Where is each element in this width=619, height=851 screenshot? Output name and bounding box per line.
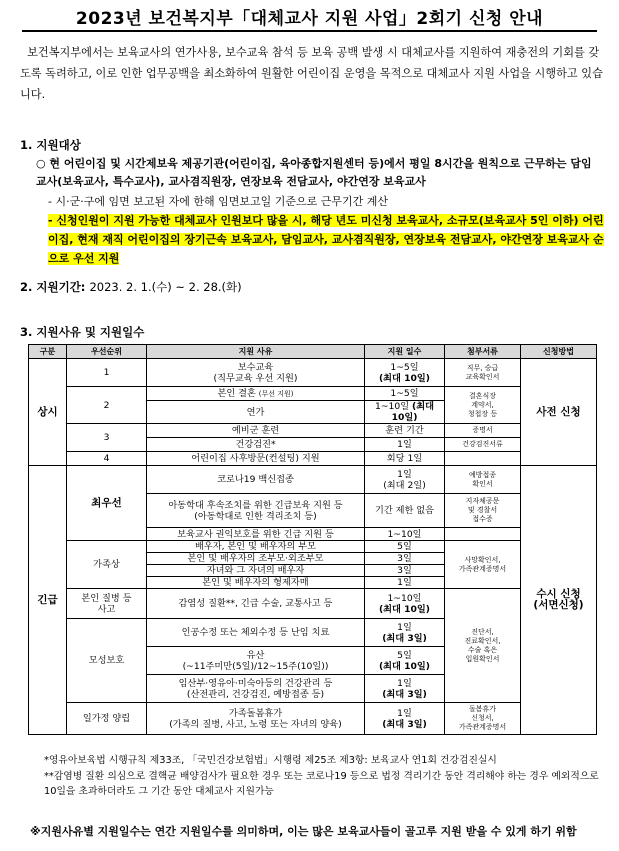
days-cell: 1~10일 <box>365 528 445 541</box>
days-cell <box>365 359 445 387</box>
section1-target: ○ 현 어린이집 및 시간제보육 제공기관(어린이집, 육아종합지원센터 등)에서 평일 8시간을 원칙으로 근무하는 담임교사(보육교사, 특수교사), 교사겸직원장, 연장보육 전담교사, 야간연장 보육교사 <box>36 157 592 188</box>
category-regular: 상시 <box>29 359 67 466</box>
docs-cell: 결혼식장 계약서, 청첩장 등 <box>445 387 521 424</box>
days-cell <box>365 703 445 735</box>
footnote-1: *영유아보육법 시행규칙 제33조, 「국민건강보험법」시행령 제25조 제3항: 보육교사 연1회 건강검진실시 <box>44 755 497 766</box>
days-value: 1~10일 <box>375 401 410 412</box>
reason-marriage: 본인 결혼 <box>217 388 256 399</box>
header-method: 신청방법 <box>521 345 597 359</box>
header-reason: 지원 사유 <box>147 345 365 359</box>
days-value: 1~5일 <box>390 361 419 373</box>
days-max: (최대 10일) <box>378 660 430 672</box>
reason-cell: 감염성 질환**, 긴급 수술, 교통사고 등 <box>147 589 365 619</box>
reason-cell: 인공수정 또는 체외수정 등 난임 치료 <box>147 619 365 647</box>
priority-highlight: - 신청인원이 지원 가능한 대체교사 인원보다 많을 시, 해당 년도 미신청 보육교사, 소규모(보육교사 5인 이하) 어린이집, 현재 재직 어린이집의 장기근속 보육교사, 담임교사, 교사겸직원장, 연장보육 전담교사, 야간연장 보육교사 순으로 우선 지원 <box>48 214 604 265</box>
category-urgent: 긴급 <box>29 466 67 735</box>
section2-heading: 2. 지원기간: <box>20 280 86 294</box>
docs-cell: 돌봄휴가 신청서, 가족관계증명서 <box>445 703 521 735</box>
days-cell <box>365 401 445 424</box>
priority-maternity: 모성보호 <box>67 619 147 703</box>
days-cell <box>365 387 445 401</box>
days-max: (최대 10일) <box>378 603 430 615</box>
section1-bullet2 <box>48 211 608 268</box>
days-cell: 훈련 기간 <box>365 424 445 438</box>
page-title: 2023년 보건복지부「대체교사 지원 사업」2회기 신청 안내 <box>75 9 544 29</box>
table-row <box>29 424 597 438</box>
priority-cell: 2 <box>67 387 147 424</box>
days-max: (최대 3일) <box>382 718 427 730</box>
days-cell: 3일 <box>365 565 445 577</box>
docs-cell: 사망확인서, 가족관계증명서 <box>445 541 521 589</box>
header-docs: 첨부서류 <box>445 345 521 359</box>
priority-cell: 3 <box>67 424 147 452</box>
reason-cell: 아동학대 후속조치를 위한 긴급보육 지원 등 (아동학대로 인한 격리조치 등) <box>147 494 365 528</box>
section2 <box>20 279 242 295</box>
days-cell <box>365 589 445 619</box>
reason-cell: 보수교육 (직무교육 우선 지원) <box>147 359 365 387</box>
days-cell: 1일 (최대 2일) <box>365 466 445 494</box>
table-row <box>29 466 597 494</box>
table-row <box>29 452 597 466</box>
days-cell: 5일 <box>365 541 445 553</box>
table-row <box>29 589 597 619</box>
days-value: 1~10일 <box>387 592 422 604</box>
priority-family: 가족상 <box>67 541 147 589</box>
reason-cell: 어린이집 사후방문(컨설팅) 지원 <box>147 452 365 466</box>
days-cell: 회당 1일 <box>365 452 445 466</box>
days-max: (최대 3일) <box>382 688 427 700</box>
days-cell <box>365 675 445 703</box>
section2-period: 2023. 2. 1.(수) ~ 2. 28.(화) <box>89 280 242 294</box>
method-urgent: 수시 신청 (서면신청) <box>521 466 597 735</box>
header-category: 구분 <box>29 345 67 359</box>
section3-heading: 3. 지원사유 및 지원일수 <box>20 325 145 339</box>
days-max: (최대 10일) <box>391 401 434 423</box>
reason-cell: 유산 (~11주미만(5일)/12~15주(10일)) <box>147 647 365 675</box>
reason-cell: 예비군 훈련 <box>147 424 365 438</box>
priority-cell: 1 <box>67 359 147 387</box>
table-row <box>29 387 597 401</box>
docs-cell: 직무, 승급 교육확인서 <box>445 359 521 387</box>
table-row <box>29 359 597 387</box>
days-cell: 기간 제한 없음 <box>365 494 445 528</box>
docs-cell: 지자체공문 및 경찰서 접수증 <box>445 494 521 528</box>
title-divider <box>22 30 597 32</box>
docs-cell <box>445 528 521 541</box>
bottom-note: ※지원사유별 지원일수는 연간 지원일수를 의미하며, 이는 많은 보육교사들이 골고루 지원 받을 수 있게 하기 위함 <box>30 825 577 838</box>
reason-cell: 본인 및 배우자의 형제자매 <box>147 577 365 589</box>
days-cell <box>365 619 445 647</box>
days-max: (최대 10일) <box>378 372 430 384</box>
days-value: 1~5일 <box>390 388 419 399</box>
reason-cell: 건강검진* <box>147 438 365 452</box>
days-max: (최대 3일) <box>382 632 427 644</box>
reason-cell: 자녀와 그 자녀의 배우자 <box>147 565 365 577</box>
docs-cell <box>445 452 521 466</box>
days-value: 5일 <box>397 649 412 661</box>
priority-cell: 4 <box>67 452 147 466</box>
intro-text: 보건복지부에서는 보육교사의 연가사용, 보수교육 참석 등 보육 공백 발생 시 대체교사를 지원하여 재충전의 기회를 갖도록 독려하고, 이로 인한 업무공백을 최소화하여 원활한 어린이집 운영을 목적으로 대체교사 지원 사업을 시행하고 있습니다. <box>20 46 603 101</box>
reason-cell: 임산부·영유아·미숙아등의 건강관리 등 (산전관리, 건강검진, 예방접종 등) <box>147 675 365 703</box>
table-row <box>29 703 597 735</box>
reason-cell: 가족돌봄휴가 (가족의 질병, 사고, 노령 또는 자녀의 양육) <box>147 703 365 735</box>
days-value: 1일 <box>397 677 412 689</box>
reason-cell: 연가 <box>147 401 365 424</box>
table-row <box>29 541 597 553</box>
header-priority: 우선순위 <box>67 345 147 359</box>
header-days: 지원 일수 <box>365 345 445 359</box>
section1-bullet1: - 시·군·구에 임면 보고된 자에 한해 임면보고일 기준으로 근무기간 계산 <box>48 195 388 208</box>
days-cell: 3일 <box>365 553 445 565</box>
days-value: 1일 <box>397 621 412 633</box>
docs-cell: 건강검진서류 <box>445 438 521 452</box>
support-table <box>28 344 597 735</box>
reason-cell: 배우자, 본인 및 배우자의 부모 <box>147 541 365 553</box>
table-header-row <box>29 345 597 359</box>
days-cell <box>365 647 445 675</box>
priority-worklife: 일가정 양립 <box>67 703 147 735</box>
reason-cell: 본인 및 배우자의 조부모·외조부모 <box>147 553 365 565</box>
reason-cell: 보육교사 권익보호를 위한 긴급 지원 등 <box>147 528 365 541</box>
days-value: 1일 <box>397 707 412 719</box>
reason-cell: 코로나19 백신접종 <box>147 466 365 494</box>
method-regular: 사전 신청 <box>521 359 597 466</box>
reason-note: (무선 지원) <box>258 390 294 398</box>
priority-illness: 본인 질병 등 사고 <box>67 589 147 619</box>
reason-cell <box>147 387 365 401</box>
docs-cell: 증명서 <box>445 424 521 438</box>
docs-cell: 진단서, 진료확인서, 수술 혹은 입원확인서 <box>445 589 521 703</box>
priority-top: 최우선 <box>67 466 147 541</box>
days-cell: 1일 <box>365 438 445 452</box>
intro-paragraph <box>20 42 605 105</box>
footnote-2: **감염병 질환 의심으로 결핵균 배양검사가 필요한 경우 또는 코로나19 등으로 법정 격리기간 동안 격리해야 하는 경우 예외적으로 10일을 초과하더라도 그 기간 동안 대체교사 지원가능 <box>44 771 599 797</box>
section1-heading: 1. 지원대상 <box>20 138 81 152</box>
days-cell: 1일 <box>365 577 445 589</box>
docs-cell: 예방접종 확인서 <box>445 466 521 494</box>
